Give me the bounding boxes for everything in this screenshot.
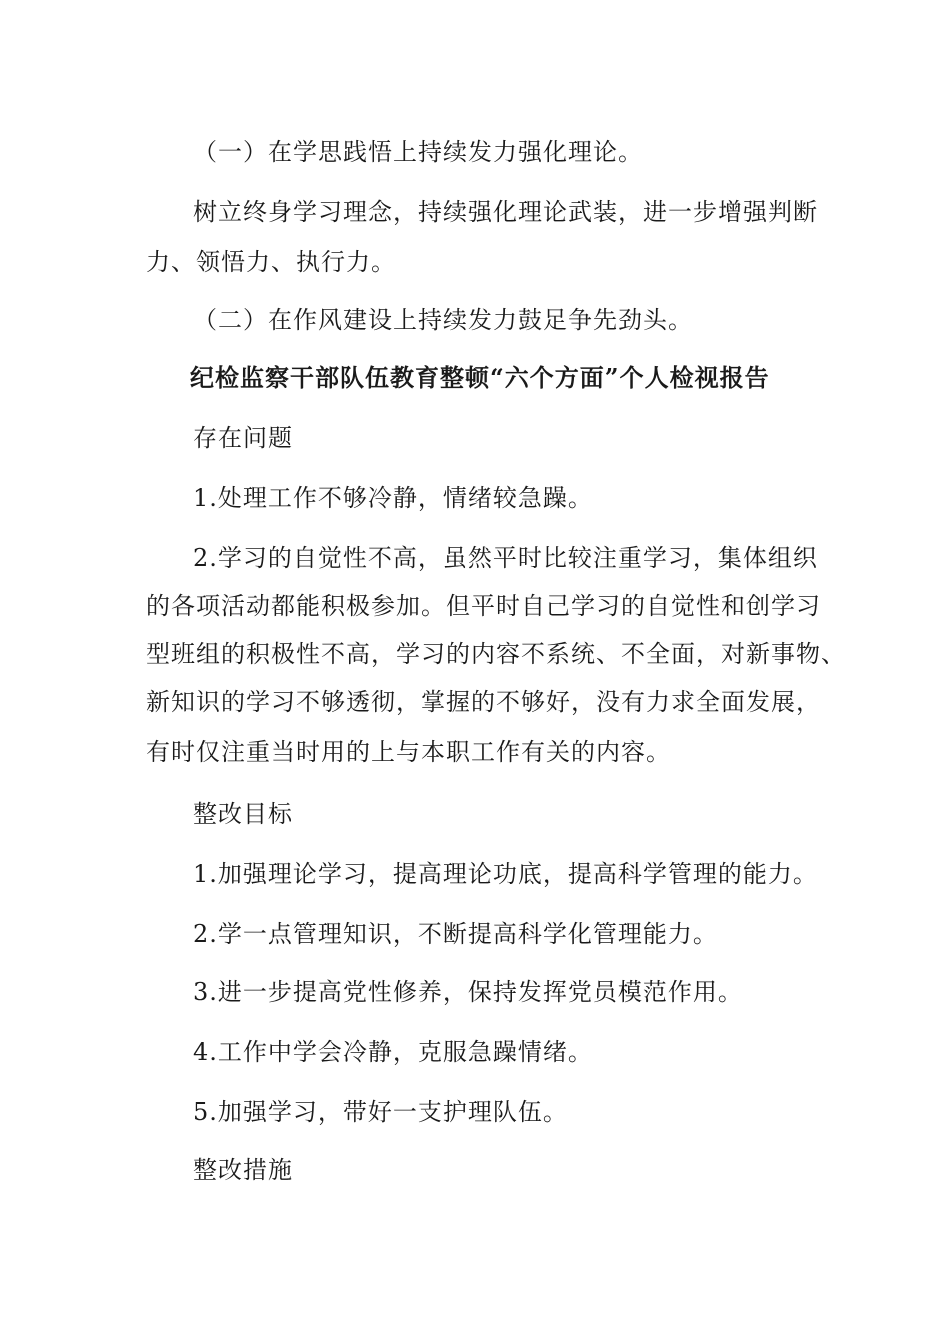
- goal-item-5: 5.加强学习，带好一支护理队伍。: [193, 1098, 568, 1126]
- goal-item-1: 1.加强理论学习，提高理论功底，提高科学管理的能力。: [193, 860, 818, 888]
- paragraph-2-line-2: 力、领悟力、执行力。: [146, 248, 396, 276]
- report-title: 纪检监察干部队伍教育整顿“六个方面”个人检视报告: [190, 363, 770, 392]
- problem-item-2-line-5: 有时仅注重当时用的上与本职工作有关的内容。: [146, 738, 671, 766]
- problem-item-2-line-4: 新知识的学习不够透彻，掌握的不够好，没有力求全面发展，: [146, 688, 821, 716]
- section-heading-measures: 整改措施: [193, 1156, 293, 1184]
- problem-item-2-line-2: 的各项活动都能积极参加。但平时自己学习的自觉性和创学习: [146, 592, 821, 620]
- section-heading-goals: 整改目标: [193, 800, 293, 828]
- paragraph-2-line-1: 树立终身学习理念，持续强化理论武装，进一步增强判断: [193, 198, 818, 226]
- problem-item-2-line-1: 2.学习的自觉性不高，虽然平时比较注重学习，集体组织: [193, 544, 818, 572]
- section-heading-problems: 存在问题: [193, 424, 293, 452]
- problem-item-1: 1.处理工作不够冷静，情绪较急躁。: [193, 484, 593, 512]
- paragraph-3: （二）在作风建设上持续发力鼓足争先劲头。: [193, 306, 693, 334]
- problem-item-2-line-3: 型班组的积极性不高，学习的内容不系统、不全面，对新事物、: [146, 640, 846, 668]
- goal-item-2: 2.学一点管理知识，不断提高科学化管理能力。: [193, 920, 718, 948]
- goal-item-3: 3.进一步提高党性修养，保持发挥党员模范作用。: [193, 978, 743, 1006]
- goal-item-4: 4.工作中学会冷静，克服急躁情绪。: [193, 1038, 593, 1066]
- paragraph-1: （一）在学思践悟上持续发力强化理论。: [193, 138, 643, 166]
